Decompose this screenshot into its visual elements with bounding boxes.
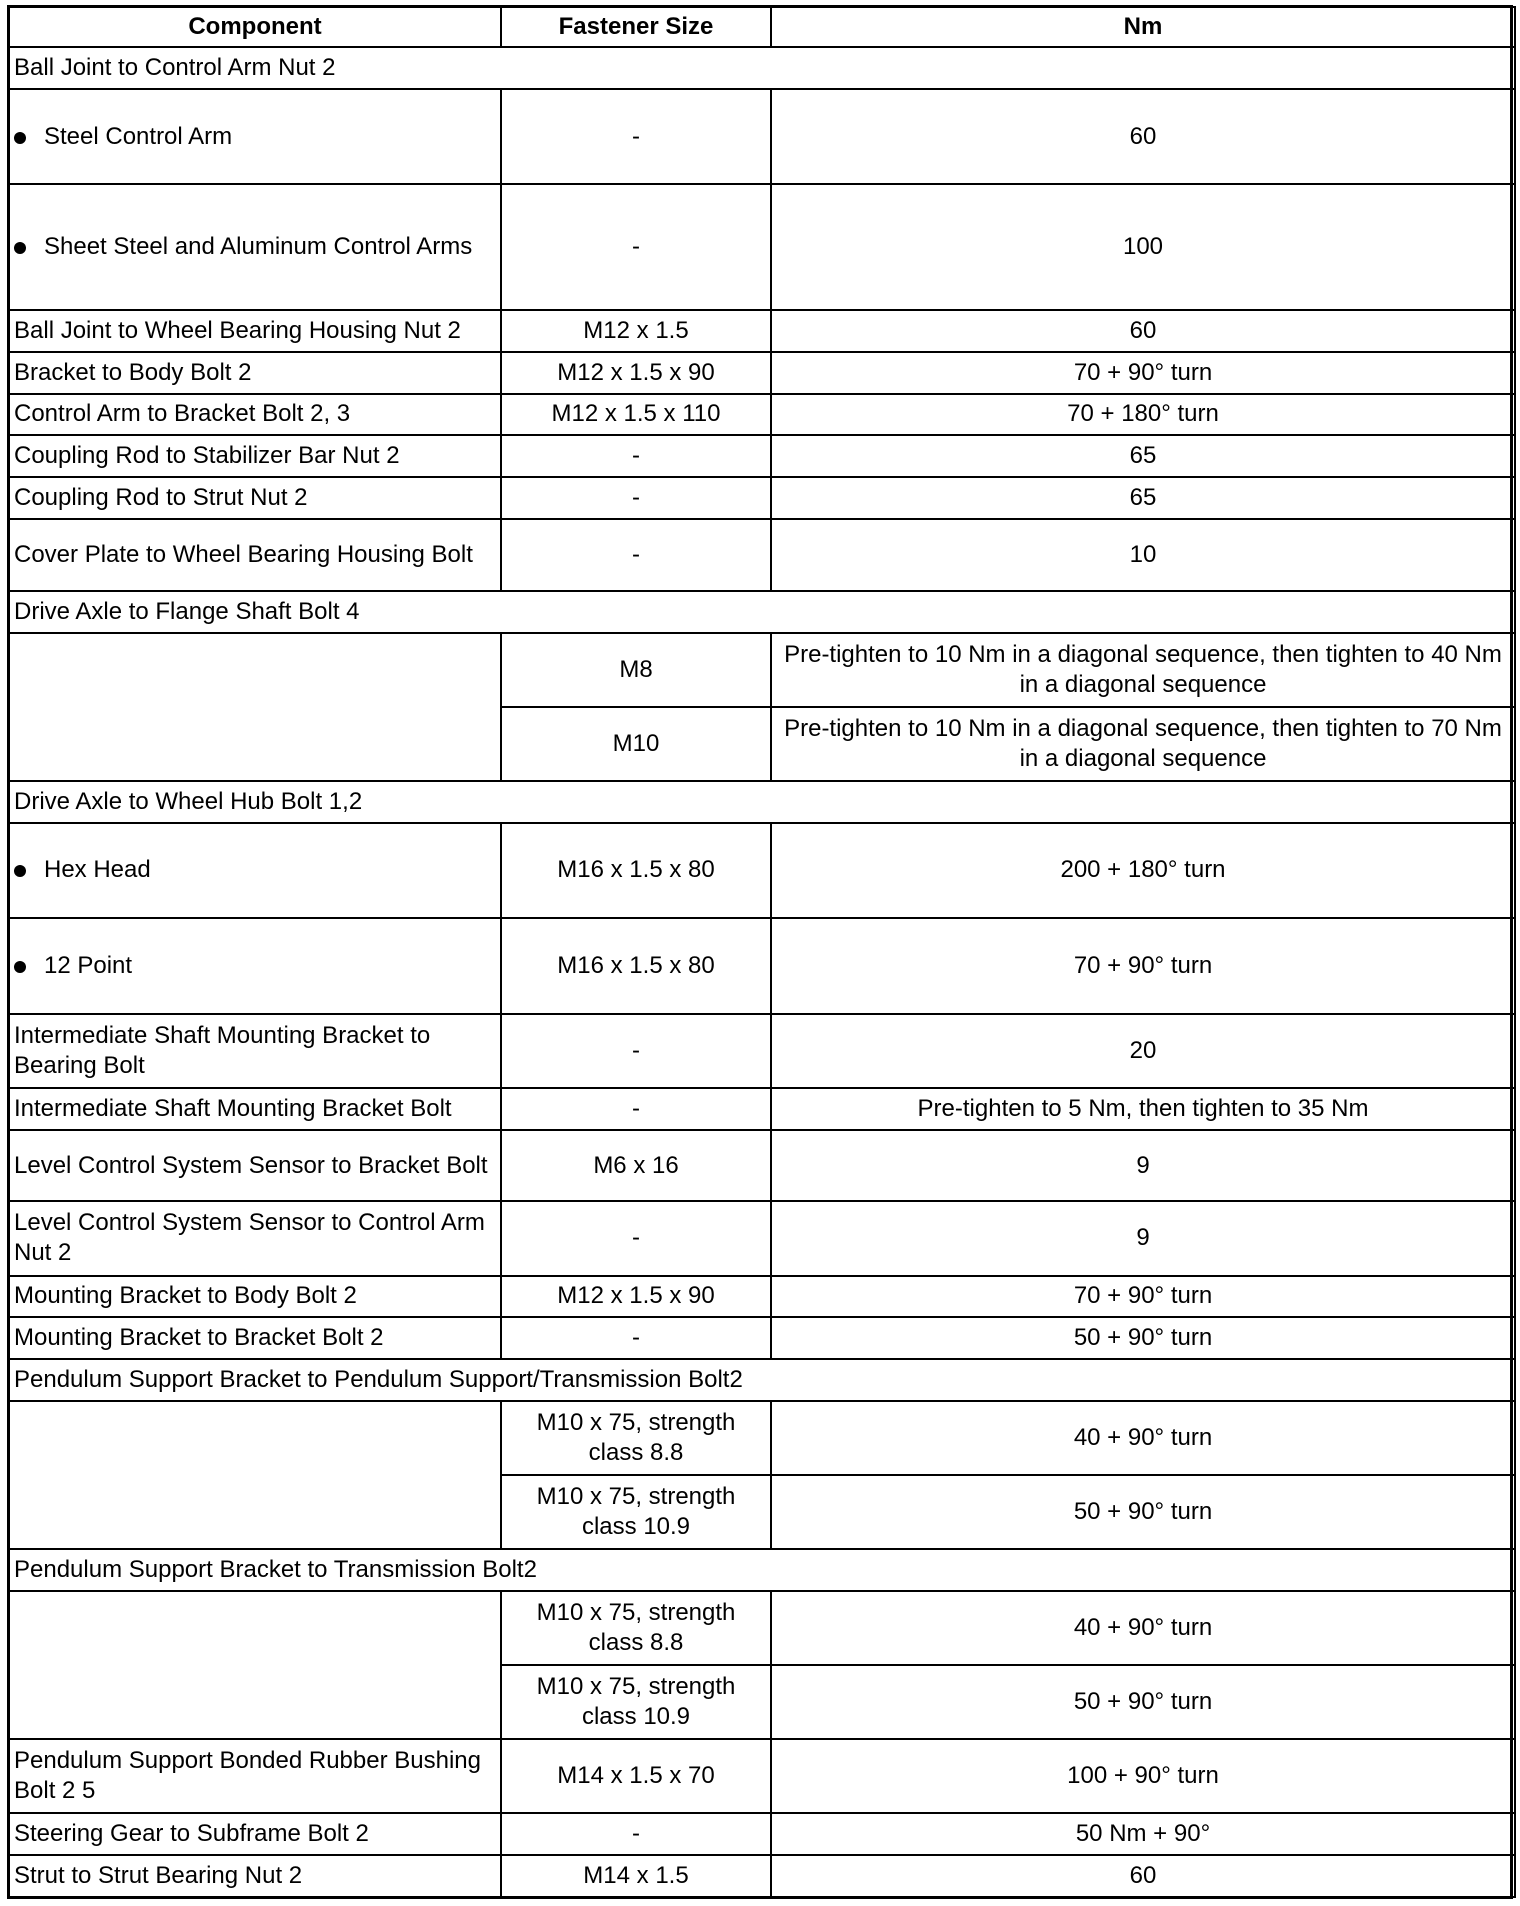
table-row bbox=[9, 477, 1515, 519]
component-cell bbox=[9, 184, 501, 309]
bullet-icon bbox=[14, 961, 26, 973]
fastener-cell: - bbox=[501, 1201, 771, 1275]
component-cell: Ball Joint to Wheel Bearing Housing Nut 2 bbox=[9, 310, 501, 352]
table-row bbox=[9, 918, 1515, 1014]
fastener-cell: M14 x 1.5 x 70 bbox=[501, 1739, 771, 1813]
bullet-icon bbox=[14, 865, 26, 877]
torque-cell: 60 bbox=[771, 1855, 1515, 1897]
table-row bbox=[9, 1201, 1515, 1275]
component-cell bbox=[9, 89, 501, 185]
torque-cell: 50 Nm + 90° bbox=[771, 1813, 1515, 1855]
fastener-cell: M12 x 1.5 x 90 bbox=[501, 352, 771, 394]
section-title: Drive Axle to Wheel Hub Bolt 1,2 bbox=[9, 781, 1515, 823]
header-fastener-size: Fastener Size bbox=[501, 7, 771, 47]
torque-cell: 70 + 90° turn bbox=[771, 1276, 1515, 1318]
fastener-cell: - bbox=[501, 1813, 771, 1855]
torque-cell: 60 bbox=[771, 89, 1515, 185]
fastener-cell: - bbox=[501, 1014, 771, 1088]
section-row bbox=[9, 47, 1515, 89]
table-row bbox=[9, 633, 1515, 707]
table-row bbox=[9, 1591, 1515, 1665]
component-cell: Coupling Rod to Stabilizer Bar Nut 2 bbox=[9, 435, 501, 477]
table-row bbox=[9, 89, 1515, 185]
header-nm: Nm bbox=[771, 7, 1515, 47]
table-row bbox=[9, 519, 1515, 591]
torque-cell: Pre-tighten to 5 Nm, then tighten to 35 Nm bbox=[771, 1088, 1515, 1130]
bullet-icon bbox=[14, 242, 26, 254]
fastener-cell: M16 x 1.5 x 80 bbox=[501, 918, 771, 1014]
header-component: Component bbox=[9, 7, 501, 47]
fastener-cell: M6 x 16 bbox=[501, 1130, 771, 1202]
component-cell: Coupling Rod to Strut Nut 2 bbox=[9, 477, 501, 519]
torque-cell: Pre-tighten to 10 Nm in a diagonal sequence, then tighten to 40 Nm in a diagonal sequence bbox=[771, 633, 1515, 707]
torque-cell: 200 + 180° turn bbox=[771, 823, 1515, 919]
torque-cell: 40 + 90° turn bbox=[771, 1401, 1515, 1475]
component-cell: Bracket to Body Bolt 2 bbox=[9, 352, 501, 394]
torque-cell: 10 bbox=[771, 519, 1515, 591]
torque-spec-table bbox=[8, 6, 1516, 1898]
fastener-cell: M10 x 75, strength class 10.9 bbox=[501, 1665, 771, 1739]
header-row bbox=[9, 7, 1515, 47]
table-row bbox=[9, 1014, 1515, 1088]
torque-cell: Pre-tighten to 10 Nm in a diagonal sequence, then tighten to 70 Nm in a diagonal sequence bbox=[771, 707, 1515, 781]
table-row bbox=[9, 435, 1515, 477]
fastener-cell: M16 x 1.5 x 80 bbox=[501, 823, 771, 919]
fastener-cell: - bbox=[501, 1088, 771, 1130]
section-row bbox=[9, 1359, 1515, 1401]
torque-cell: 9 bbox=[771, 1201, 1515, 1275]
component-cell: Intermediate Shaft Mounting Bracket to Bearing Bolt bbox=[9, 1014, 501, 1088]
table-row bbox=[9, 1088, 1515, 1130]
component-cell: Mounting Bracket to Bracket Bolt 2 bbox=[9, 1317, 501, 1359]
component-cell-empty bbox=[9, 1401, 501, 1549]
fastener-cell: M14 x 1.5 bbox=[501, 1855, 771, 1897]
torque-cell: 100 bbox=[771, 184, 1515, 309]
table-row bbox=[9, 1317, 1515, 1359]
section-row bbox=[9, 1549, 1515, 1591]
table-row bbox=[9, 1739, 1515, 1813]
component-cell: Pendulum Support Bonded Rubber Bushing Bolt 2 5 bbox=[9, 1739, 501, 1813]
fastener-cell: M10 x 75, strength class 8.8 bbox=[501, 1591, 771, 1665]
section-title: Pendulum Support Bracket to Transmission Bolt2 bbox=[9, 1549, 1515, 1591]
section-title: Ball Joint to Control Arm Nut 2 bbox=[9, 47, 1515, 89]
table-row bbox=[9, 310, 1515, 352]
component-cell: Level Control System Sensor to Bracket Bolt bbox=[9, 1130, 501, 1202]
table-row bbox=[9, 823, 1515, 919]
fastener-cell: M10 x 75, strength class 8.8 bbox=[501, 1401, 771, 1475]
component-cell bbox=[9, 918, 501, 1014]
torque-cell: 65 bbox=[771, 435, 1515, 477]
fastener-cell: M10 x 75, strength class 10.9 bbox=[501, 1475, 771, 1549]
component-cell: Strut to Strut Bearing Nut 2 bbox=[9, 1855, 501, 1897]
component-text: 12 Point bbox=[44, 951, 133, 979]
table-row bbox=[9, 1813, 1515, 1855]
torque-cell: 50 + 90° turn bbox=[771, 1665, 1515, 1739]
table-row bbox=[9, 352, 1515, 394]
component-cell bbox=[9, 823, 501, 919]
table-row bbox=[9, 394, 1515, 436]
fastener-cell: M12 x 1.5 x 90 bbox=[501, 1276, 771, 1318]
table-row bbox=[9, 1276, 1515, 1318]
fastener-cell: M12 x 1.5 x 110 bbox=[501, 394, 771, 436]
fastener-cell: - bbox=[501, 89, 771, 185]
table-row bbox=[9, 1855, 1515, 1897]
section-row bbox=[9, 591, 1515, 633]
fastener-cell: M12 x 1.5 bbox=[501, 310, 771, 352]
component-cell: Control Arm to Bracket Bolt 2, 3 bbox=[9, 394, 501, 436]
section-row bbox=[9, 781, 1515, 823]
component-text: Steel Control Arm bbox=[44, 122, 233, 150]
torque-cell: 70 + 90° turn bbox=[771, 918, 1515, 1014]
fastener-cell: - bbox=[501, 435, 771, 477]
fastener-cell: - bbox=[501, 1317, 771, 1359]
component-cell-empty bbox=[9, 633, 501, 781]
bullet-icon bbox=[14, 132, 26, 144]
table-row bbox=[9, 184, 1515, 309]
component-text: Hex Head bbox=[44, 856, 151, 884]
torque-cell: 50 + 90° turn bbox=[771, 1317, 1515, 1359]
component-cell-empty bbox=[9, 1591, 501, 1739]
table-row bbox=[9, 1401, 1515, 1475]
torque-cell: 60 bbox=[771, 310, 1515, 352]
component-cell: Steering Gear to Subframe Bolt 2 bbox=[9, 1813, 501, 1855]
fastener-cell: M10 bbox=[501, 707, 771, 781]
fastener-cell: - bbox=[501, 519, 771, 591]
component-cell: Level Control System Sensor to Control Arm Nut 2 bbox=[9, 1201, 501, 1275]
component-cell: Cover Plate to Wheel Bearing Housing Bolt bbox=[9, 519, 501, 591]
torque-cell: 9 bbox=[771, 1130, 1515, 1202]
component-cell: Intermediate Shaft Mounting Bracket Bolt bbox=[9, 1088, 501, 1130]
section-title: Drive Axle to Flange Shaft Bolt 4 bbox=[9, 591, 1515, 633]
torque-cell: 50 + 90° turn bbox=[771, 1475, 1515, 1549]
component-text: Sheet Steel and Aluminum Control Arms bbox=[44, 233, 473, 261]
torque-cell: 70 + 180° turn bbox=[771, 394, 1515, 436]
torque-cell: 65 bbox=[771, 477, 1515, 519]
fastener-cell: - bbox=[501, 184, 771, 309]
fastener-cell: - bbox=[501, 477, 771, 519]
component-cell: Mounting Bracket to Body Bolt 2 bbox=[9, 1276, 501, 1318]
torque-cell: 40 + 90° turn bbox=[771, 1591, 1515, 1665]
table-row bbox=[9, 1130, 1515, 1202]
torque-cell: 70 + 90° turn bbox=[771, 352, 1515, 394]
torque-cell: 20 bbox=[771, 1014, 1515, 1088]
section-title: Pendulum Support Bracket to Pendulum Support/Transmission Bolt2 bbox=[9, 1359, 1515, 1401]
torque-cell: 100 + 90° turn bbox=[771, 1739, 1515, 1813]
fastener-cell: M8 bbox=[501, 633, 771, 707]
